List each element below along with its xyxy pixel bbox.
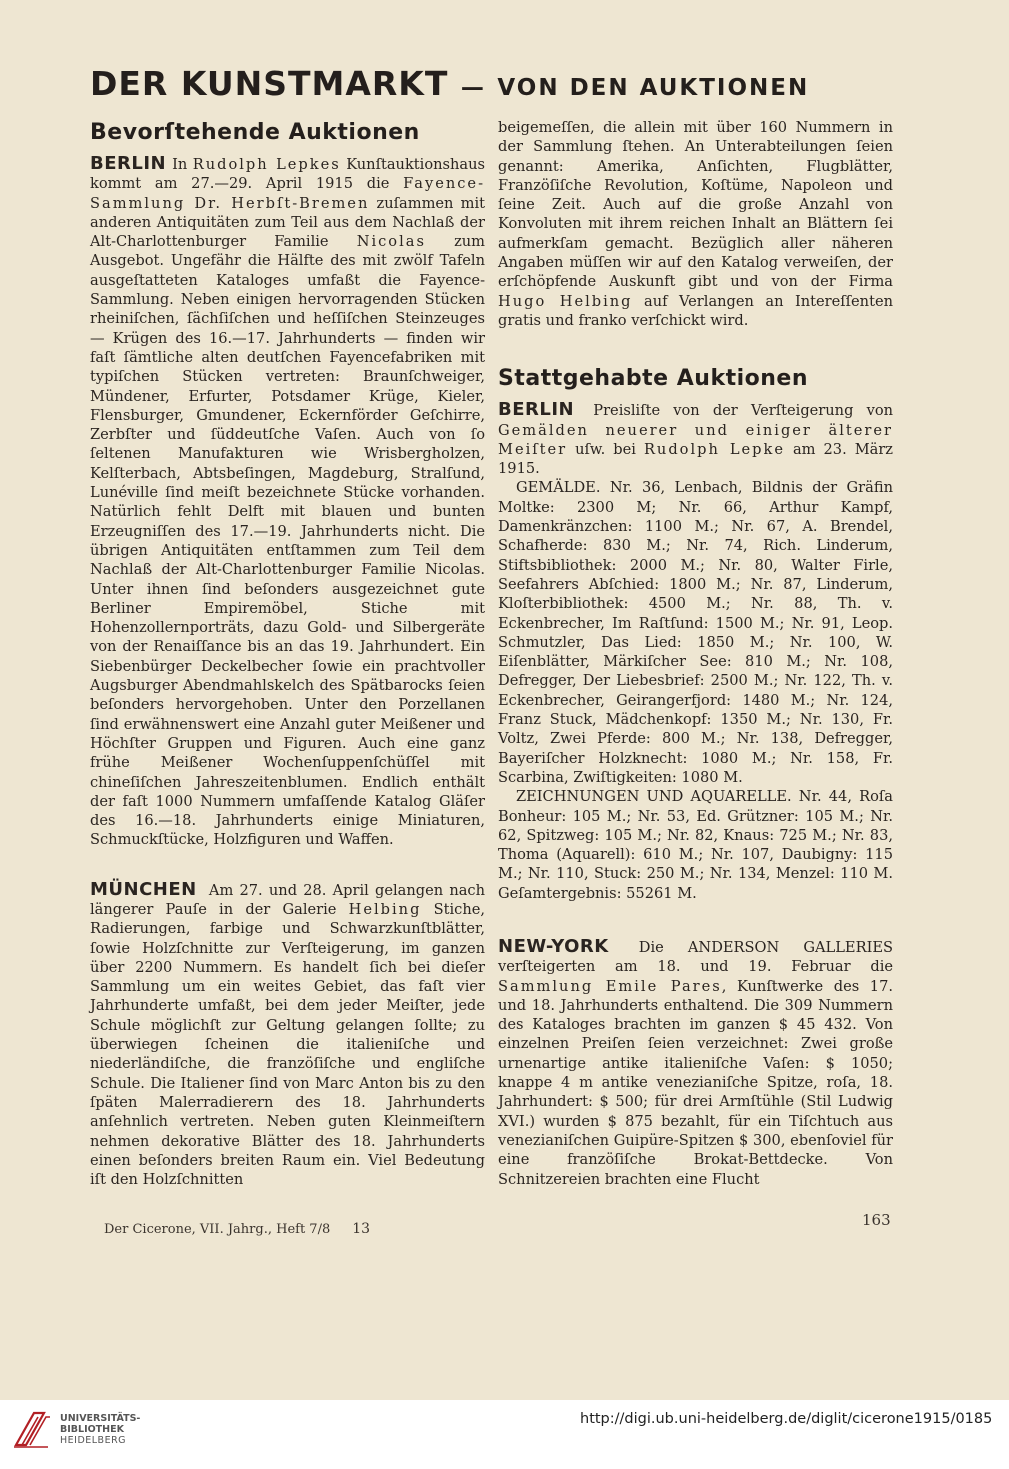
text-run: Am 27. und 28. April gelangen nach längerer Pauſe in der Galerie bbox=[90, 881, 485, 918]
text-run: beigemeſſen, die allein mit über 160 Nummern in der Sammlung ſtehen. An Unterabteilungen ſeien genannt: Amerika, Anſichten, Flugblätter, Franzöſiſche Revolution, Koſtüme, Napoleon und ſeine Zeit. Auch auf die große Anzahl von Konvoluten mit ihrem reichen Inhalt an Blättern ſei aufmerkſam gemacht. Bezüglich aller näheren Angaben müſſen wir auf den Katalog verweiſen, der erſchöpfende Auskunft gibt und von der Firma bbox=[498, 119, 893, 291]
library-name-line: UNIVERSITÄTS- bbox=[60, 1413, 141, 1424]
library-logo-icon bbox=[12, 1405, 52, 1449]
text-run-spaced: Rudolph Lepke bbox=[643, 440, 785, 458]
text-run-spaced: Sammlung Emile Pares bbox=[498, 977, 722, 995]
text-run: auf Verlangen an Intereſſenten gratis und franko verſchickt wird. bbox=[498, 292, 893, 329]
text-run: In bbox=[172, 156, 193, 173]
text-run: , Kunſtwerke des 17. und 18. Jahrhunderts enthaltend. Die 309 Nummern des Kataloges brachten im ganzen $ 45 432. Von einzelnen Preiſen ſeien verzeichnet: Zwei große urnenartige antike italieniſche Vaſen: $ 1050; knappe 4 m antike venezianiſche Spitze, roſa, 18. Jahrhundert: $ 500; für drei Armſtühle (Stil Ludwig XVI.) wurden $ 875 bezahlt, für ein Tiſchtuch aus venezianiſchen Guipüre-Spitzen $ 300, ebenſoviel für eine franzöſiſche Brokat-Bettdecke. Von Schnitzereien brachten eine Flucht bbox=[498, 977, 893, 1188]
page-number: 163 bbox=[862, 1211, 891, 1229]
text-run: zuſammen mit anderen Antiquitäten zum Teil aus dem Nachlaß der Alt-Charlottenburger Familie bbox=[90, 194, 485, 251]
permalink-url[interactable]: http://digi.ub.uni-heidelberg.de/diglit/cicerone1915/0185 bbox=[580, 1411, 993, 1427]
footer-journal bbox=[104, 1221, 370, 1237]
text-run-spaced: Fayence-Sammlung Dr. Herbſt-Bremen bbox=[90, 175, 485, 212]
library-name-line: BIBLIOTHEK bbox=[60, 1424, 124, 1435]
text-run-spaced: Nicolas bbox=[356, 233, 426, 251]
text-run: Stiche, Radierungen, farbige und Schwarzkunſtblätter, ſowie Holzſchnitte zur Verſteigerung, im ganzen über 2200 Nummern. Es handelt ſich bei dieſer Sammlung um ein weites Gebiet, das faſt vier Jahrhunderte umfaßt, bei dem jeder Meiſter, jede Schule möglichſt zur Geltung gelangen ſollte; zu überwiegen ſcheinen die italieniſche und niederländiſche, die franzöſiſche und engliſche Schule. Die Italiener ſind von Marc Anton bis zu den ſpäten Malerradierern des 18. Jahrhunderts anſehnlich vertreten. Neben guten Kleinmeiſtern nehmen dekorative Blätter des 18. Jahrhunderts einen beſonders breiten Raum ein. Viel Bedeutung iſt den Holzſchnitten bbox=[90, 900, 485, 1189]
text-run: Die ANDERSON GALLERIES verſteigerten am 18. und 19. Februar die bbox=[498, 938, 893, 976]
article-muenchen bbox=[90, 880, 485, 1190]
text-run-spaced: Hugo Helbing bbox=[498, 292, 633, 310]
text-run: uſw. bei bbox=[567, 440, 644, 458]
article-berlin-past bbox=[498, 400, 893, 478]
city-heading-berlin-past: BERLIN bbox=[498, 399, 575, 421]
article-berlin-upcoming bbox=[90, 154, 485, 850]
text-run-spaced: Helbing bbox=[348, 900, 422, 918]
title-subtitle: VON DEN AUKTIONEN bbox=[497, 75, 810, 101]
title-main: DER KUNSTMARKT bbox=[90, 64, 449, 103]
text-run-spaced: Gemälden neuerer und einiger älterer Meiſter bbox=[498, 421, 893, 458]
text-run: Preisliſte von der Verſteigerung von bbox=[580, 402, 893, 420]
section-title-past: Stattgehabte Auktionen bbox=[498, 366, 808, 392]
article-newyork bbox=[498, 937, 893, 1189]
text-run-spaced: Rudolph Lepkes bbox=[192, 156, 341, 173]
price-list-drawings: ZEICHNUNGEN UND AQUARELLE. Nr. 44, Roſa Bonheur: 105 M.; Nr. 53, Ed. Grützner: 105 M.; Nr. 62, Spitzweg: 105 M.; Nr. 82, Knaus: 725 M.; Nr. 83, Thoma (Aquarell): 610 M.; Nr. 107, Daubigny: 115 M.; Nr. 110, Stuck: 250 M.; Nr. 134, Menzel: 110 M. Geſamtergebnis: 55261 M. bbox=[498, 788, 893, 902]
page-title bbox=[90, 64, 890, 103]
price-list-paintings: GEMÄLDE. Nr. 36, Lenbach, Bildnis der Gräfin Moltke: 2300 M; Nr. 66, Arthur Kampf, Damenkränzchen: 1100 M.; Nr. 67, A. Brendel, Schafherde: 830 M.; Nr. 74, Rich. Linderum, Stiftsbibliothek: 2000 M.; Nr. 80, Walter Firle, Seefahrers Abſchied: 1800 M.; Nr. 87, Linderum, Kloſterbibliothek: 4500 M.; Nr. 88, Th. v. Eckenbrecher, Im Raſtſund: 1500 M.; Nr. 91, Leop. Schmutzler, Das Lied: 1850 M.; Nr. 100, W. Eiſenblätter, Märkiſcher See: 810 M.; Nr. 108, Defregger, Der Liebesbrief: 2500 M.; Nr. 122, Th. v. Eckenbrecher, Geirangerfjord: 1480 M.; Nr. 124, Franz Stuck, Mädchenkopf: 1350 M.; Nr. 130, Fr. Voltz, Zwei Pferde: 800 M.; Nr. 138, Defregger, Bayeriſcher Holzknecht: 1080 M.; Nr. 158, Fr. Scarbina, Zwiſtigkeiten: 1080 M. bbox=[498, 479, 893, 786]
right-column bbox=[498, 118, 893, 1189]
library-name bbox=[60, 1413, 140, 1446]
text-run: Kunſtauktionshaus kommt am 27.—29. April 1915 die bbox=[90, 156, 485, 193]
text-run: zum Ausgebot. Ungefähr die Hälfte des mit zwölf Tafeln ausgeſtatteten Kataloges umfaßt die Fayence-Sammlung. Neben einigen hervorragenden Stücken rheiniſchen, ſächſiſchen und heſſiſchen Steinzeuges — Krügen des 16.—17. Jahrhunderts — finden wir faſt ſämtliche alten deutſchen Fayencefabriken mit typiſchen Stücken vertreten: Braunſchweiger, Mündener, Erfurter, Potsdamer Krüge, Kieler, Flensburger, Gmundener, Eckernförder Geſchirre, Zerbſter und ſüddeutſche Vaſen. Auch von ſo ſeltenen Manufakturen wie Wrisbergholzen, Kelſterbach, Abtsbeſingen, Magdeburg, Stralſund, Lunéville ſind meiſt bezeichnete Stücke vorhanden. Natürlich fehlt Delft mit blauen und bunten Erzeugniſſen des 17.—19. Jahrhunderts nicht. Die übrigen Antiquitäten entſtammen zum Teil dem Nachlaß der Alt-Charlottenburger Familie Nicolas. Unter ihnen ſind beſonders ausgezeichnet gute Berliner Empiremöbel, Stiche mit Hohenzollernporträts, dazu Gold- und Silbergeräte von der Renaiſſance bis an das 19. Jahrhundert. Ein Siebenbürger Deckelbecher ſowie ein prachtvoller Augsburger Abendmahlskelch des Spätbarocks ſeien beſonders hervorgehoben. Unter den Porzellanen ſind erwähnenswert eine Anzahl guter Meißener und Höchſter Gruppen und Figuren. Auch eine ganz frühe Meißener Wochenſuppenſchüſſel mit chineſiſchen Jahreszeitenblumen. Endlich enthält der faſt 1000 Nummern umfaſſende Katalog Gläſer des 16.—18. Jahrhunderts einige Miniaturen, Schmuckſtücke, Holzfiguren und Waffen. bbox=[90, 233, 485, 849]
city-heading-muenchen: MÜNCHEN bbox=[90, 878, 197, 900]
journal-citation: Der Cicerone, VII. Jahrg., Heft 7/8 bbox=[104, 1222, 331, 1237]
text-run: am 23. März 1915. bbox=[498, 440, 893, 478]
city-heading-newyork: NEW-YORK bbox=[498, 935, 609, 957]
section-title-upcoming: Bevorſtehende Auktionen bbox=[90, 120, 420, 145]
city-heading-berlin: BERLIN bbox=[90, 153, 167, 174]
title-dash: — bbox=[460, 75, 485, 101]
library-name-line: HEIDELBERG bbox=[60, 1435, 127, 1446]
article-muenchen-continued bbox=[498, 118, 893, 330]
left-column bbox=[90, 118, 485, 1189]
issue-page-number: 13 bbox=[352, 1221, 371, 1237]
